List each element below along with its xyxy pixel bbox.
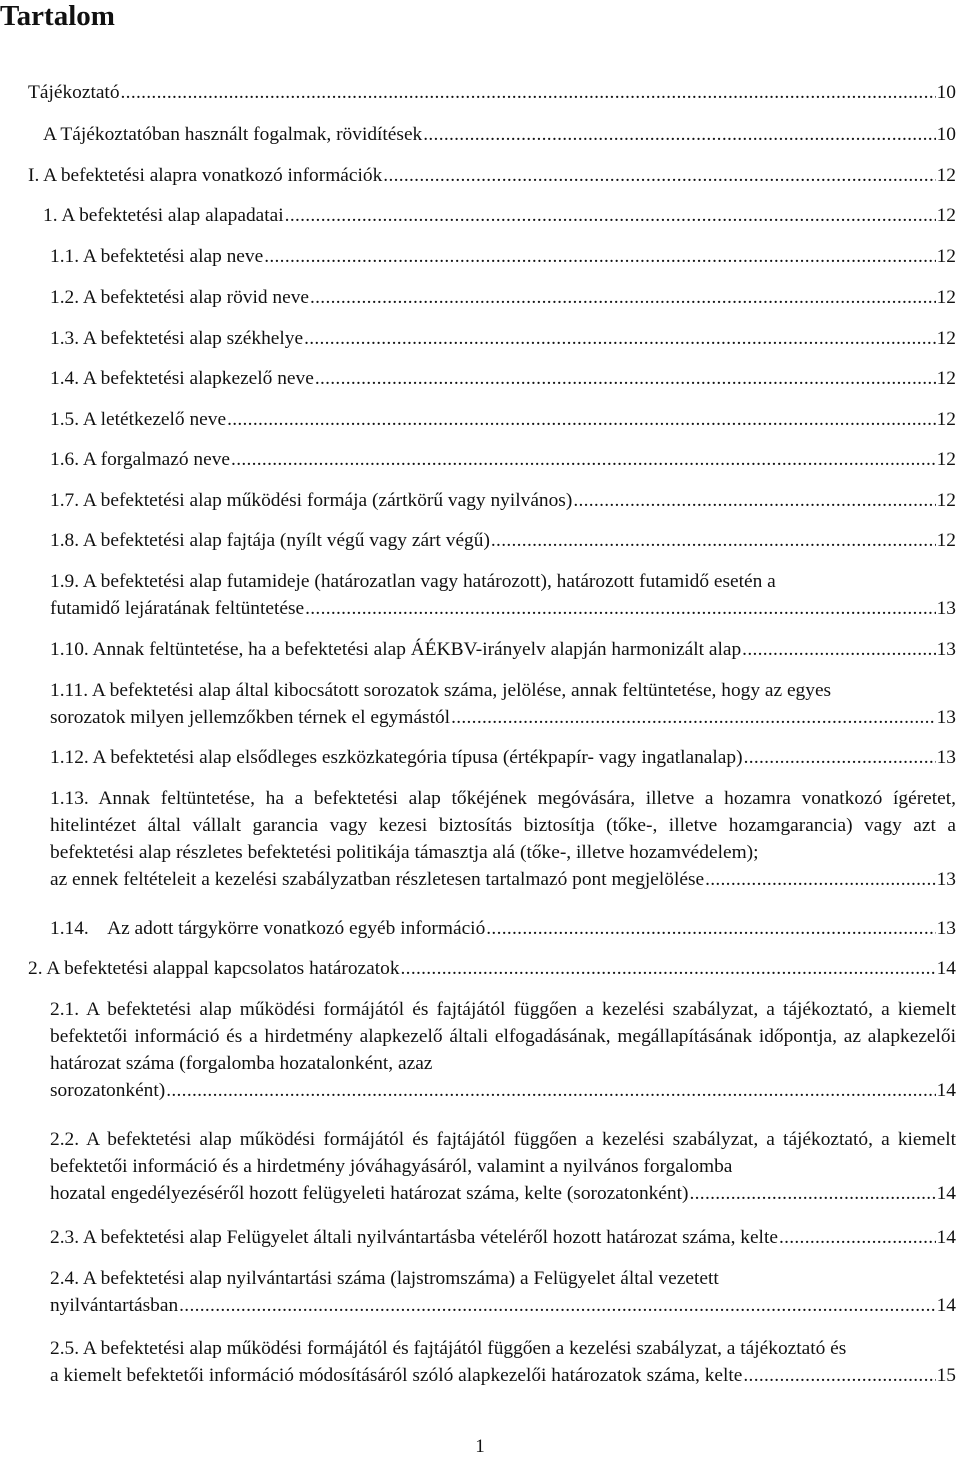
toc-entry[interactable] xyxy=(50,365,956,392)
toc-page-number: 13 xyxy=(936,639,956,660)
toc-entry-text: 1.9. A befektetési alap futamideje (határozatlan vagy határozott), határozott futamidő esetén a xyxy=(50,571,776,592)
toc-entry-line xyxy=(50,487,956,514)
toc-entry-title: I. A befektetési alapra vonatkozó információk xyxy=(28,165,383,186)
toc-entry-line xyxy=(50,325,956,352)
toc-page-number: 14 xyxy=(936,1080,956,1101)
toc-entry-text: 2.5. A befektetési alap működési formájától és fajtájától függően a kezelési szabályzat, a tájékoztató és xyxy=(50,1338,847,1359)
toc-page-number: 12 xyxy=(936,530,956,551)
dot-leader xyxy=(179,1292,935,1319)
toc-entry-title: 1.2. A befektetési alap rövid neve xyxy=(50,287,309,308)
toc-page-number: 12 xyxy=(936,490,956,511)
toc-entry-line xyxy=(28,79,956,106)
toc-entry-title: nyilvántartásban xyxy=(50,1295,179,1316)
toc-entry-title: A Tájékoztatóban használt fogalmak, rövidítések xyxy=(43,124,423,145)
toc-entry[interactable] xyxy=(50,1126,956,1207)
toc-entry[interactable] xyxy=(50,636,956,663)
toc-page-number: 12 xyxy=(936,328,956,349)
toc-entry-title: sorozatok milyen jellemzőkben térnek el egymástól xyxy=(50,707,451,728)
toc-entry-line xyxy=(50,595,956,622)
toc-entry-line xyxy=(50,406,956,433)
toc-page-number: 13 xyxy=(936,918,956,939)
dot-leader xyxy=(227,406,936,433)
toc-entry[interactable] xyxy=(50,996,956,1104)
toc-page-number: 14 xyxy=(936,1183,956,1204)
toc-entry-line xyxy=(50,365,956,392)
dot-leader xyxy=(779,1224,936,1251)
toc-entry[interactable] xyxy=(50,677,956,731)
toc-page-number: 12 xyxy=(936,205,956,226)
dot-leader xyxy=(491,527,936,554)
dot-leader xyxy=(310,284,936,311)
toc-entry-line xyxy=(28,955,956,982)
toc-page-number: 13 xyxy=(936,598,956,619)
toc-entry-title: 1.3. A befektetési alap székhelye xyxy=(50,328,304,349)
toc-entry-line xyxy=(50,1362,956,1389)
toc-page-number: 12 xyxy=(936,409,956,430)
toc-entry[interactable] xyxy=(50,325,956,352)
toc-page-number: 12 xyxy=(936,165,956,186)
toc-entry[interactable] xyxy=(50,1265,956,1319)
toc-entry[interactable] xyxy=(50,487,956,514)
toc-entry[interactable] xyxy=(50,284,956,311)
dot-leader xyxy=(743,1362,935,1389)
toc-entry[interactable] xyxy=(28,79,956,106)
toc-entry-title: 1.10. Annak feltüntetése, ha a befektetési alap ÁÉKBV-irányelv alapján harmonizált alap xyxy=(50,639,742,660)
toc-entry[interactable] xyxy=(50,527,956,554)
dot-leader xyxy=(166,1077,935,1104)
toc-entry-title: az ennek feltételeit a kezelési szabályzatban részletesen tartalmazó pont megjelölése xyxy=(50,869,705,890)
toc-entry[interactable] xyxy=(50,1335,956,1389)
toc-entry-title: 2. A befektetési alappal kapcsolatos határozatok xyxy=(28,958,400,979)
toc-entry-line xyxy=(50,1077,956,1104)
toc-page-number: 13 xyxy=(936,747,956,768)
page-title: Tartalom xyxy=(0,0,115,32)
toc-entry[interactable] xyxy=(50,744,956,771)
toc-entry-title: hozatal engedélyezéséről hozott felügyeleti határozat száma, kelte (sorozatonként) xyxy=(50,1183,689,1204)
toc-entry-title: 1.7. A befektetési alap működési formája (zártkörű vagy nyilvános) xyxy=(50,490,573,511)
toc-page-number: 10 xyxy=(936,124,956,145)
toc-entry[interactable] xyxy=(50,446,956,473)
toc-entry[interactable] xyxy=(50,243,956,270)
toc-entry[interactable] xyxy=(50,568,956,622)
toc-entry[interactable] xyxy=(50,915,956,942)
toc-entry-text: 1.11. A befektetési alap által kibocsátott sorozatok száma, jelölése, annak feltüntetése, hogy az egyes xyxy=(50,680,832,701)
toc-entry-title: Tájékoztató xyxy=(28,82,120,103)
toc-entry-title: futamidő lejáratának feltüntetése xyxy=(50,598,305,619)
dot-leader xyxy=(121,79,936,106)
dot-leader xyxy=(264,243,935,270)
toc-entry[interactable] xyxy=(43,121,956,148)
dot-leader xyxy=(705,866,936,893)
dot-leader xyxy=(231,446,936,473)
toc-entry-title: 1.5. A letétkezelő neve xyxy=(50,409,227,430)
toc-entry-line xyxy=(50,1224,956,1251)
toc-page-number: 14 xyxy=(936,1227,956,1248)
toc-entry-line xyxy=(50,915,956,942)
toc-page-number: 12 xyxy=(936,246,956,267)
toc-page-number: 10 xyxy=(936,82,956,103)
toc-entry[interactable] xyxy=(28,955,956,982)
toc-entry-line xyxy=(50,1292,956,1319)
dot-leader xyxy=(742,636,935,663)
toc-entry-text: 1.13. Annak feltüntetése, ha a befektetési alap tőkéjének megóvására, illetve a hozamra vonatkozó ígéretet, hitelintézet által vállalt garancia vagy kezesi biztosítás biztosítja (tőke-, illetve hozamgarancia) vagy azt a befektetési alap részletes befektetési politikája támasztja alá (tőke-, illetve hozamvédelem); xyxy=(50,788,956,863)
toc-entry-title: 1.12. A befektetési alap elsődleges eszközkategória típusa (értékpapír- vagy ingatlanalap) xyxy=(50,747,743,768)
dot-leader xyxy=(486,915,935,942)
toc-entry-line xyxy=(50,527,956,554)
toc-entry-line xyxy=(28,162,956,189)
toc-entry-title: 1.8. A befektetési alap fajtája (nyílt végű vagy zárt végű) xyxy=(50,530,490,551)
toc-entry-line xyxy=(43,202,956,229)
toc-entry[interactable] xyxy=(50,1224,956,1251)
page-number: 1 xyxy=(475,1436,485,1457)
toc-entry-line xyxy=(50,243,956,270)
toc-page-number: 14 xyxy=(936,1295,956,1316)
toc-entry-line xyxy=(50,284,956,311)
toc-entry[interactable] xyxy=(50,785,956,893)
toc-page-number: 12 xyxy=(936,368,956,389)
toc-entry[interactable] xyxy=(50,406,956,433)
toc-page-number: 15 xyxy=(936,1365,956,1386)
toc-page-number: 13 xyxy=(936,707,956,728)
toc-entry-line xyxy=(50,636,956,663)
toc-entry-line xyxy=(50,704,956,731)
toc-entry-line xyxy=(43,121,956,148)
toc-entry-text: 2.4. A befektetési alap nyilvántartási száma (lajstromszáma) a Felügyelet által vezetett xyxy=(50,1268,719,1289)
toc-entry-title: 1.6. A forgalmazó neve xyxy=(50,449,231,470)
toc-entry-title: 1.1. A befektetési alap neve xyxy=(50,246,264,267)
toc-entry-title: 2.3. A befektetési alap Felügyelet általi nyilvántartásba vételéről hozott határozat száma, kelte xyxy=(50,1227,778,1248)
toc-entry-text: 2.1. A befektetési alap működési formájától és fajtájától függően a kezelési szabályzat, a tájékoztató, a kiemelt befektetői információ és a hirdetmény alapkezelő általi elfogadásának, megállapításának időpontja, az alapkezelői határozat száma (forgalomba hozatalonként, azaz xyxy=(50,999,956,1074)
dot-leader xyxy=(423,121,935,148)
dot-leader xyxy=(401,955,936,982)
toc-entry-line xyxy=(50,446,956,473)
dot-leader xyxy=(744,744,936,771)
dot-leader xyxy=(315,365,936,392)
dot-leader xyxy=(383,162,935,189)
dot-leader xyxy=(573,487,935,514)
dot-leader xyxy=(304,325,936,352)
toc-page-number: 14 xyxy=(936,958,956,979)
toc-page-number: 12 xyxy=(936,449,956,470)
toc-entry-title: 1.4. A befektetési alapkezelő neve xyxy=(50,368,314,389)
toc-entry-line xyxy=(50,744,956,771)
toc-entry[interactable] xyxy=(28,162,956,189)
toc-entry-title: 1. A befektetési alap alapadatai xyxy=(43,205,284,226)
toc-page-number: 13 xyxy=(936,869,956,890)
toc-entry-title: 1.14. Az adott tárgykörre vonatkozó egyéb információ xyxy=(50,918,486,939)
dot-leader xyxy=(305,595,935,622)
toc-entry-title: a kiemelt befektetői információ módosításáról szóló alapkezelői határozatok száma, kelte xyxy=(50,1365,743,1386)
dot-leader xyxy=(690,1180,936,1207)
toc-entry-text: 2.2. A befektetési alap működési formájától és fajtájától függően a kezelési szabályzat, a tájékoztató, a kiemelt befektetői információ és a hirdetmény jóváhagyásáról, valamint a nyilvános forgalomba xyxy=(50,1129,956,1177)
toc-entry-line xyxy=(50,1180,956,1207)
dot-leader xyxy=(451,704,936,731)
toc-page-number: 12 xyxy=(936,287,956,308)
toc-entry-title: sorozatonként) xyxy=(50,1080,166,1101)
dot-leader xyxy=(285,202,936,229)
toc-entry-line xyxy=(50,866,956,893)
toc-entry[interactable] xyxy=(43,202,956,229)
